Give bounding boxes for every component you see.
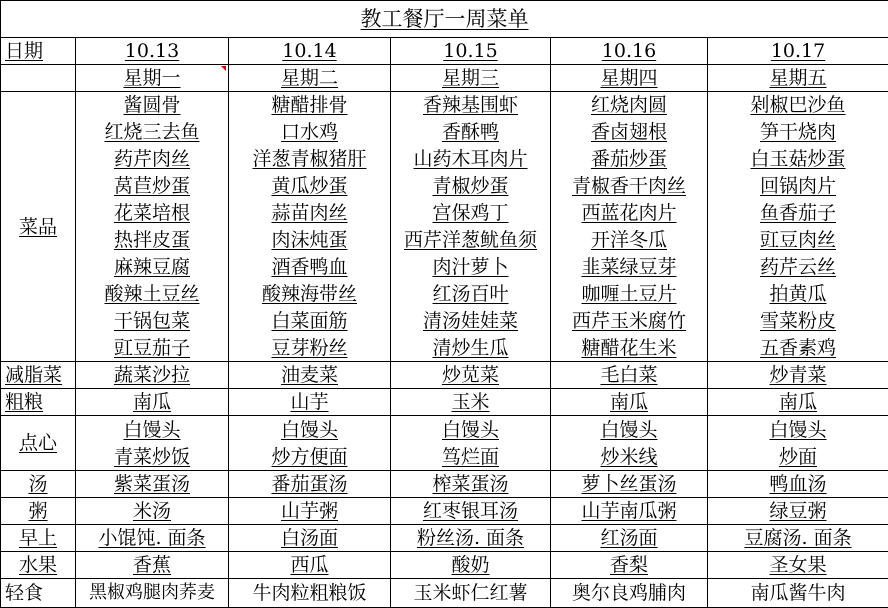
dish-cell: 酱圆骨 — [76, 92, 229, 119]
dish-cell: 西蓝花肉片 — [551, 200, 708, 227]
dish-row — [1, 173, 888, 200]
dish-cell: 酒香鸭血 — [229, 254, 391, 281]
menu-cell: 玉米 — [391, 389, 551, 416]
dish-cell: 药芹云丝 — [708, 254, 888, 281]
dish-cell: 豇豆肉丝 — [708, 227, 888, 254]
dimsum-row — [1, 444, 888, 471]
menu-cell: 鸭血汤 — [708, 471, 888, 498]
dish-cell: 豇豆茄子 — [76, 335, 229, 362]
dish-cell: 白玉菇炒蛋 — [708, 146, 888, 173]
dish-cell: 洋葱青椒猪肝 — [229, 146, 391, 173]
menu-cell: 南瓜 — [551, 389, 708, 416]
dish-cell: 鱼香茄子 — [708, 200, 888, 227]
dish-cell: 韭菜绿豆芽 — [551, 254, 708, 281]
menu-cell: 南瓜酱牛肉 — [708, 579, 888, 608]
dimsum-label: 点心 — [1, 416, 76, 471]
dish-cell: 肉沫炖蛋 — [229, 227, 391, 254]
menu-cell: 香梨 — [551, 552, 708, 579]
dish-row — [1, 200, 888, 227]
light-meal-label: 轻食 — [1, 579, 76, 608]
menu-cell: 毛白菜 — [551, 362, 708, 389]
fruit-label: 水果 — [1, 552, 76, 579]
dish-cell: 咖喱土豆片 — [551, 281, 708, 308]
soup-label: 汤 — [1, 471, 76, 498]
dish-cell: 红烧肉圆 — [551, 92, 708, 119]
dish-cell: 口水鸡 — [229, 119, 391, 146]
menu-cell: 红枣银耳汤 — [391, 498, 551, 525]
dish-cell: 雪菜粉皮 — [708, 308, 888, 335]
dish-row — [1, 281, 888, 308]
menu-cell: 白馒头 — [76, 416, 229, 444]
menu-cell: 西瓜 — [229, 552, 391, 579]
date-cell: 10.14 — [229, 38, 391, 65]
dish-cell: 清炒生瓜 — [391, 335, 551, 362]
menu-cell: 南瓜 — [708, 389, 888, 416]
date-cell: 10.15 — [391, 38, 551, 65]
coarse-grain-row — [1, 389, 888, 416]
dish-row — [1, 92, 888, 119]
menu-cell: 蔬菜沙拉 — [76, 362, 229, 389]
dish-cell: 笋干烧肉 — [708, 119, 888, 146]
menu-cell: 豆腐汤. 面条 — [708, 525, 888, 552]
menu-cell: 炒面 — [708, 444, 888, 471]
dimsum-row — [1, 416, 888, 444]
menu-cell: 小馄饨. 面条 — [76, 525, 229, 552]
weekday-cell: 星期三 — [391, 65, 551, 92]
menu-cell: 白馒头 — [229, 416, 391, 444]
menu-cell: 炒米线 — [551, 444, 708, 471]
diet-dish-label: 减脂菜 — [1, 362, 76, 389]
weekday-label-empty — [1, 65, 76, 92]
menu-cell: 玉米虾仁红薯 — [391, 579, 551, 608]
weekday-cell: 星期一 — [76, 65, 229, 92]
menu-cell: 炒青菜 — [708, 362, 888, 389]
light-meal-row — [1, 579, 888, 608]
dish-cell: 开洋冬瓜 — [551, 227, 708, 254]
dish-cell: 回锅肉片 — [708, 173, 888, 200]
menu-cell: 南瓜 — [76, 389, 229, 416]
menu-cell: 白汤面 — [229, 525, 391, 552]
dish-row — [1, 146, 888, 173]
comment-marker-icon — [221, 66, 226, 71]
dish-cell: 山药木耳肉片 — [391, 146, 551, 173]
dish-cell: 酸辣海带丝 — [229, 281, 391, 308]
date-cell: 10.16 — [551, 38, 708, 65]
menu-cell: 萝卜丝蛋汤 — [551, 471, 708, 498]
dish-cell: 花菜培根 — [76, 200, 229, 227]
dish-cell: 糖醋排骨 — [229, 92, 391, 119]
dish-cell: 肉汁萝卜 — [391, 254, 551, 281]
dish-cell: 红烧三去鱼 — [76, 119, 229, 146]
menu-cell: 绿豆粥 — [708, 498, 888, 525]
dish-cell: 蒜苗肉丝 — [229, 200, 391, 227]
menu-cell: 山芋南瓜粥 — [551, 498, 708, 525]
dish-cell: 酸辣土豆丝 — [76, 281, 229, 308]
menu-cell: 山芋 — [229, 389, 391, 416]
menu-cell: 粉丝汤. 面条 — [391, 525, 551, 552]
dish-cell: 干锅包菜 — [76, 308, 229, 335]
menu-cell: 牛肉粒粗粮饭 — [229, 579, 391, 608]
menu-cell: 白馒头 — [708, 416, 888, 444]
menu-cell: 酸奶 — [391, 552, 551, 579]
dish-cell: 香卤翅根 — [551, 119, 708, 146]
dish-cell: 莴苣炒蛋 — [76, 173, 229, 200]
dish-cell: 豆芽粉丝 — [229, 335, 391, 362]
soup-row — [1, 471, 888, 498]
dish-cell: 麻辣豆腐 — [76, 254, 229, 281]
dish-row — [1, 119, 888, 146]
dish-cell: 白菜面筋 — [229, 308, 391, 335]
dish-cell: 红汤百叶 — [391, 281, 551, 308]
fruit-row — [1, 552, 888, 579]
dish-cell: 宫保鸡丁 — [391, 200, 551, 227]
menu-cell: 奥尔良鸡脯肉 — [551, 579, 708, 608]
weekday-cell: 星期二 — [229, 65, 391, 92]
diet-dish-row — [1, 362, 888, 389]
dishes-label: 菜品 — [1, 92, 76, 362]
dish-row — [1, 227, 888, 254]
date-label: 日期 — [1, 38, 76, 65]
breakfast-label: 早上 — [1, 525, 76, 552]
dish-cell: 热拌皮蛋 — [76, 227, 229, 254]
dish-cell: 番茄炒蛋 — [551, 146, 708, 173]
menu-cell: 榨菜蛋汤 — [391, 471, 551, 498]
title-row — [1, 1, 888, 38]
weekday-cell: 星期五 — [708, 65, 888, 92]
dish-cell: 五香素鸡 — [708, 335, 888, 362]
weekday-cell: 星期四 — [551, 65, 708, 92]
porridge-row — [1, 498, 888, 525]
menu-cell: 炒方便面 — [229, 444, 391, 471]
dish-cell: 黄瓜炒蛋 — [229, 173, 391, 200]
breakfast-row — [1, 525, 888, 552]
dish-cell: 青椒香干肉丝 — [551, 173, 708, 200]
menu-cell: 香蕉 — [76, 552, 229, 579]
menu-cell: 黑椒鸡腿肉荞麦 — [76, 579, 229, 608]
porridge-label: 粥 — [1, 498, 76, 525]
date-row — [1, 38, 888, 65]
menu-cell: 青菜炒饭 — [76, 444, 229, 471]
dish-cell: 清汤娃娃菜 — [391, 308, 551, 335]
date-cell: 10.17 — [708, 38, 888, 65]
menu-cell: 山芋粥 — [229, 498, 391, 525]
dish-cell: 西芹洋葱鱿鱼须 — [391, 227, 551, 254]
menu-cell: 炒苋菜 — [391, 362, 551, 389]
menu-title: 教工餐厅一周菜单 — [1, 1, 888, 38]
dish-cell: 糖醋花生米 — [551, 335, 708, 362]
dish-cell: 香酥鸭 — [391, 119, 551, 146]
dish-row — [1, 254, 888, 281]
weekday-row — [1, 65, 888, 92]
menu-cell: 圣女果 — [708, 552, 888, 579]
menu-cell: 红汤面 — [551, 525, 708, 552]
menu-cell: 番茄蛋汤 — [229, 471, 391, 498]
menu-cell: 紫菜蛋汤 — [76, 471, 229, 498]
menu-cell: 白馒头 — [391, 416, 551, 444]
dish-cell: 拍黄瓜 — [708, 281, 888, 308]
dish-cell: 剁椒巴沙鱼 — [708, 92, 888, 119]
dish-cell: 香辣基围虾 — [391, 92, 551, 119]
menu-cell: 米汤 — [76, 498, 229, 525]
menu-cell: 油麦菜 — [229, 362, 391, 389]
dish-row — [1, 308, 888, 335]
menu-cell: 白馒头 — [551, 416, 708, 444]
dish-cell: 药芹肉丝 — [76, 146, 229, 173]
dish-cell: 西芹玉米腐竹 — [551, 308, 708, 335]
dish-cell: 青椒炒蛋 — [391, 173, 551, 200]
dish-row — [1, 335, 888, 362]
coarse-grain-label: 粗粮 — [1, 389, 76, 416]
menu-cell: 笃烂面 — [391, 444, 551, 471]
date-cell: 10.13 — [76, 38, 229, 65]
